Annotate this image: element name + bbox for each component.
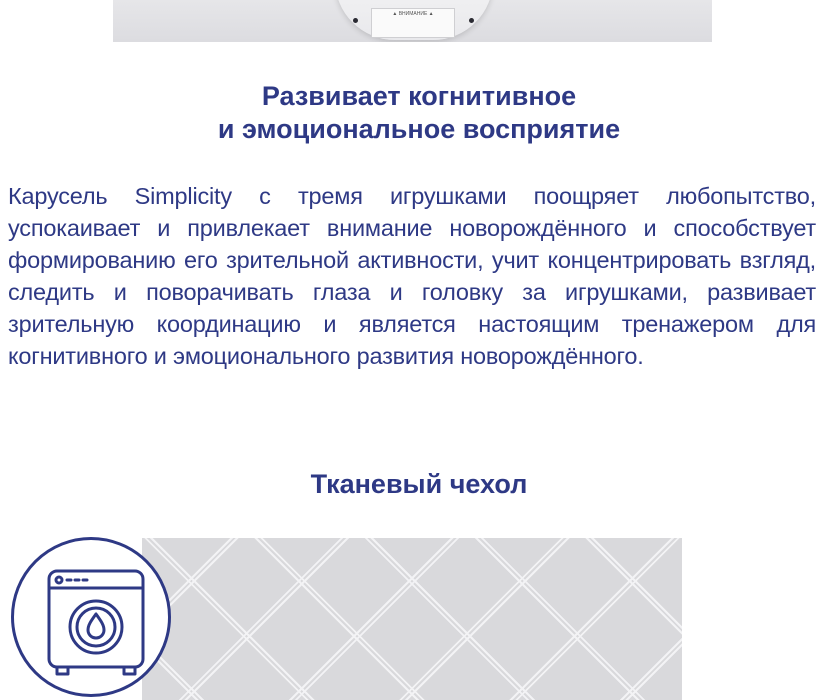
description-paragraph: Карусель Simplicity с тремя игрушками поощряет любопытство, успокаивает и привлекает внимание новорождённого и способствует формированию его зрительной активности, учит концентрировать взгляд, следить и поворачивать глаза и головку за игрушками, развивает зрительную координацию и является настоящим тренажером для когнитивного и эмоционального развития новорождённого. [8, 183, 816, 369]
section-heading-cognitive [0, 80, 838, 146]
product-photo-top [113, 0, 712, 42]
quilted-fabric-image [142, 538, 682, 700]
carousel-device [335, 0, 493, 40]
warning-label-heading: ▲ ВНИМАНИЕ ▲ [392, 11, 434, 17]
warning-label [371, 8, 455, 38]
heading-line-1: Развивает когнитивное [261, 81, 577, 111]
washing-machine-icon [14, 540, 168, 694]
rivet-left [353, 18, 358, 23]
washing-machine-badge [11, 537, 171, 697]
section-heading-fabric-cover [0, 468, 838, 501]
heading-line-2: и эмоциональное восприятие [217, 114, 621, 144]
heading-fabric-cover: Тканевый чехол [310, 469, 528, 499]
rivet-right [469, 18, 474, 23]
